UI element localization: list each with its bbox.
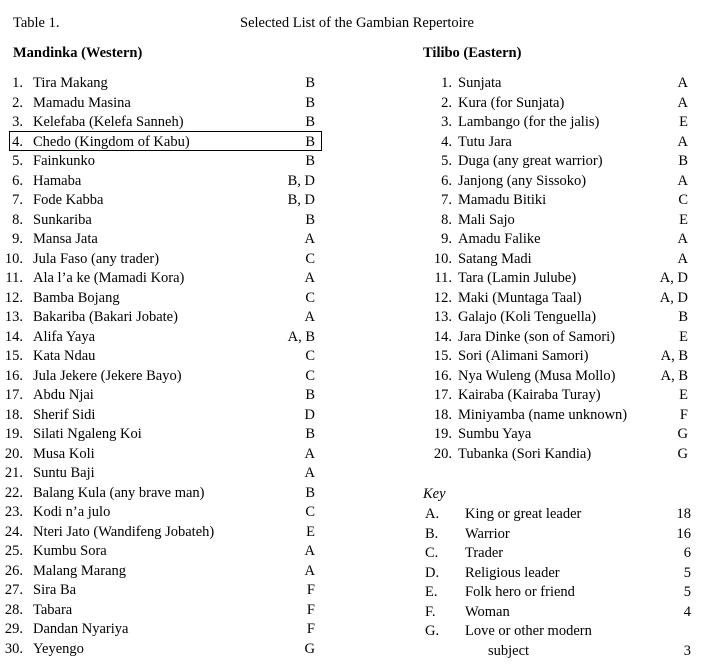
item-title: Sunkariba (33, 211, 92, 228)
key-label: Warrior (465, 525, 510, 542)
item-number: 1. (441, 75, 452, 91)
item-code: C (305, 367, 315, 384)
item-code: C (678, 192, 688, 208)
item-number: 18. (4, 406, 23, 423)
item-title: Silati Ngaleng Koi (33, 426, 142, 442)
item-title: Fode Kabba (33, 192, 104, 208)
item-code: A, B (660, 367, 688, 384)
key-label: Love or other modern (465, 623, 592, 639)
item-number: 1. (12, 75, 23, 91)
list-item (0, 211, 315, 231)
item-code: A, B (660, 348, 688, 364)
list-item (0, 425, 315, 445)
item-number: 14. (4, 328, 23, 345)
item-code: E (679, 211, 688, 228)
item-title: Bamba Bojang (33, 289, 120, 306)
key-item (425, 583, 691, 603)
item-number: 18. (433, 406, 452, 423)
item-number: 11. (434, 270, 452, 286)
item-code: B (678, 309, 688, 325)
item-number: 7. (441, 192, 452, 208)
item-title: Tabara (33, 601, 73, 618)
item-code: B (305, 153, 315, 169)
item-code: B (305, 114, 315, 130)
key-item (425, 505, 691, 525)
item-number: 12. (4, 289, 23, 306)
item-code: A (304, 562, 315, 579)
item-title: Fainkunko (33, 153, 96, 169)
item-code: B (305, 94, 315, 111)
item-title: Alifa Yaya (33, 328, 96, 345)
item-title: Mamadu Bitiki (458, 192, 547, 208)
item-title: Kairaba (Kairaba Turay) (458, 387, 601, 403)
item-number: 3. (441, 114, 452, 130)
key-item (425, 603, 691, 623)
key-letter: B. (425, 525, 439, 542)
list-item (0, 308, 315, 328)
list-item (0, 172, 315, 192)
list-item (0, 367, 315, 387)
key-letter: D. (425, 564, 440, 581)
item-code: G (304, 640, 315, 657)
list-item (0, 230, 315, 250)
list-item (420, 445, 688, 465)
western-heading: Mandinka (Western) (13, 45, 143, 61)
list-item (0, 250, 315, 270)
table-title: Selected List of the Gambian Repertoire (240, 15, 474, 31)
item-code: A (304, 270, 315, 286)
item-code: G (677, 426, 688, 442)
key-letter: C. (425, 545, 439, 561)
item-number: 22. (4, 484, 23, 501)
item-number: 4. (12, 133, 23, 150)
list-item (420, 250, 688, 270)
item-title: Mansa Jata (33, 231, 98, 247)
item-number: 15. (433, 348, 452, 364)
item-code: A, D (659, 289, 688, 306)
item-code: B (305, 426, 315, 442)
list-item (420, 191, 688, 211)
item-number: 13. (4, 309, 23, 325)
list-item (0, 386, 315, 406)
item-title: Kodi n’a julo (33, 504, 111, 520)
list-item (0, 445, 315, 465)
item-title: Jara Dinke (son of Samori) (458, 328, 616, 345)
item-title: Kumbu Sora (33, 543, 107, 559)
item-number: 21. (4, 465, 23, 481)
item-number: 19. (4, 426, 23, 442)
item-code: A, B (287, 328, 315, 345)
item-number: 20. (433, 445, 452, 462)
item-number: 28. (4, 601, 23, 618)
item-code: E (679, 328, 688, 345)
item-code: A (304, 309, 315, 325)
key-label: Religious leader (465, 564, 560, 581)
item-code: A (677, 231, 688, 247)
item-number: 11. (5, 270, 23, 286)
item-title: Jula Jekere (Jekere Bayo) (33, 367, 182, 384)
key-item (425, 622, 691, 659)
item-title: Sumbu Yaya (458, 426, 532, 442)
item-code: B (678, 153, 688, 169)
list-item (0, 581, 315, 601)
list-item (0, 328, 315, 348)
item-number: 26. (4, 562, 23, 579)
item-title: Tubanka (Sori Kandia) (458, 445, 592, 462)
list-item (0, 406, 315, 426)
item-number: 4. (441, 133, 452, 150)
list-item (420, 74, 688, 94)
list-item (0, 152, 315, 172)
key-count: 18 (676, 506, 691, 522)
item-number: 2. (12, 94, 23, 111)
item-title: Ala l’a ke (Mamadi Kora) (33, 270, 185, 286)
item-title: Kura (for Sunjata) (458, 94, 565, 111)
item-code: A (304, 543, 315, 559)
item-title: Abdu Njai (33, 387, 94, 403)
list-item (420, 152, 688, 172)
list-item (0, 640, 315, 660)
item-number: 29. (4, 621, 23, 637)
item-title: Maki (Muntaga Taal) (458, 289, 582, 306)
list-item (420, 230, 688, 250)
key-letter: F. (425, 603, 436, 620)
item-number: 23. (4, 504, 23, 520)
list-item (0, 269, 315, 289)
item-number: 9. (441, 231, 452, 247)
item-number: 6. (441, 172, 452, 189)
list-item (420, 211, 688, 231)
item-code: A, D (659, 270, 688, 286)
item-number: 24. (4, 523, 23, 540)
item-number: 8. (12, 211, 23, 228)
item-title: Dandan Nyariya (33, 621, 129, 637)
item-number: 9. (12, 231, 23, 247)
item-title: Janjong (any Sissoko) (458, 172, 587, 189)
item-code: D (304, 406, 315, 423)
item-code: B (305, 133, 315, 150)
key-count: 5 (683, 584, 691, 600)
item-number: 2. (441, 94, 452, 111)
item-code: B, D (287, 172, 315, 189)
item-title: Duga (any great warrior) (458, 153, 603, 169)
list-item (0, 464, 315, 484)
table-number: Table 1. (13, 15, 60, 31)
item-code: E (306, 523, 315, 540)
list-item (420, 328, 688, 348)
list-item (0, 523, 315, 543)
list-item (0, 347, 315, 367)
list-item (0, 562, 315, 582)
item-code: A (677, 133, 688, 150)
list-item (0, 191, 315, 211)
list-item (0, 542, 315, 562)
item-title: Lambango (for the jalis) (458, 114, 600, 130)
item-code: F (306, 601, 315, 618)
item-number: 3. (12, 114, 23, 130)
item-number: 12. (433, 289, 452, 306)
item-title: Mamadu Masina (33, 94, 131, 111)
key-count: 5 (683, 564, 691, 581)
list-item (0, 133, 315, 153)
item-code: A (304, 465, 315, 481)
list-item (420, 425, 688, 445)
item-title: Kata Ndau (33, 348, 96, 364)
list-item (420, 94, 688, 114)
item-number: 8. (441, 211, 452, 228)
item-title: Suntu Baji (33, 465, 95, 481)
item-title: Tutu Jara (458, 133, 512, 150)
key-label: Woman (465, 603, 510, 620)
item-number: 17. (4, 387, 23, 403)
item-title: Bakariba (Bakari Jobate) (33, 309, 178, 325)
item-code: G (677, 445, 688, 462)
item-code: F (306, 582, 315, 598)
item-title: Mali Sajo (458, 211, 515, 228)
item-title: Musa Koli (33, 445, 95, 462)
item-code: C (305, 289, 315, 306)
item-title: Yeyengo (33, 640, 84, 657)
item-code: C (305, 504, 315, 520)
item-code: C (305, 348, 315, 364)
key-count: 16 (676, 525, 691, 542)
item-number: 13. (433, 309, 452, 325)
item-code: B (305, 211, 315, 228)
list-item (0, 503, 315, 523)
item-code: A (677, 250, 688, 267)
item-title: Galajo (Koli Tenguella) (458, 309, 597, 325)
list-item (420, 367, 688, 387)
item-number: 16. (4, 367, 23, 384)
item-number: 5. (441, 153, 452, 169)
item-code: F (679, 406, 688, 423)
list-item (420, 172, 688, 192)
key-item (425, 564, 691, 584)
item-code: B (305, 387, 315, 403)
item-title: Balang Kula (any brave man) (33, 484, 205, 501)
item-code: E (679, 387, 688, 403)
item-title: Amadu Falike (458, 231, 541, 247)
item-title: Malang Marang (33, 562, 127, 579)
list-item (420, 133, 688, 153)
list-item (420, 289, 688, 309)
list-item (0, 289, 315, 309)
item-title: Nteri Jato (Wandifeng Jobateh) (33, 523, 215, 540)
key-count: 4 (683, 603, 691, 620)
key-heading: Key (423, 486, 446, 502)
key-letter: E. (425, 584, 438, 600)
item-code: A (677, 94, 688, 111)
item-title: Sherif Sidi (33, 406, 96, 423)
item-title: Nya Wuleng (Musa Mollo) (458, 367, 616, 384)
key-label-continued: subject (488, 642, 530, 659)
key-letter: A. (425, 506, 440, 522)
key-item (425, 525, 691, 545)
item-code: B, D (287, 192, 315, 208)
key-label: Folk hero or friend (465, 584, 575, 600)
item-title: Miniyamba (name unknown) (458, 406, 628, 423)
item-title: Satang Madi (458, 250, 532, 267)
item-number: 10. (4, 250, 23, 267)
key-label: Trader (465, 545, 504, 561)
list-item (0, 94, 315, 114)
item-number: 14. (433, 328, 452, 345)
item-code: A (677, 75, 688, 91)
item-number: 16. (433, 367, 452, 384)
item-code: A (304, 445, 315, 462)
item-number: 10. (433, 250, 452, 267)
eastern-heading: Tilibo (Eastern) (423, 45, 522, 61)
item-code: A (677, 172, 688, 189)
item-number: 27. (4, 582, 23, 598)
key-count: 3 (683, 642, 691, 659)
item-title: Sori (Alimani Samori) (458, 348, 589, 364)
item-number: 30. (4, 640, 23, 657)
item-number: 7. (12, 192, 23, 208)
item-code: C (305, 250, 315, 267)
item-number: 15. (4, 348, 23, 364)
item-number: 19. (433, 426, 452, 442)
item-number: 20. (4, 445, 23, 462)
list-item (420, 308, 688, 328)
list-item (0, 620, 315, 640)
item-code: B (305, 484, 315, 501)
list-item (420, 113, 688, 133)
item-title: Hamaba (33, 172, 82, 189)
list-item (0, 484, 315, 504)
item-title: Sira Ba (33, 582, 77, 598)
item-title: Tira Makang (33, 75, 108, 91)
key-count: 6 (683, 545, 691, 561)
item-title: Tara (Lamin Julube) (458, 270, 577, 286)
item-number: 6. (12, 172, 23, 189)
item-title: Jula Faso (any trader) (33, 250, 160, 267)
list-item (420, 406, 688, 426)
item-code: E (679, 114, 688, 130)
list-item (0, 74, 315, 94)
item-code: F (306, 621, 315, 637)
item-title: Chedo (Kingdom of Kabu) (33, 133, 190, 150)
item-code: B (305, 75, 315, 91)
item-title: Kelefaba (Kelefa Sanneh) (33, 114, 184, 130)
key-item (425, 544, 691, 564)
item-number: 25. (4, 543, 23, 559)
item-title: Sunjata (458, 75, 502, 91)
list-item (420, 347, 688, 367)
key-label: King or great leader (465, 506, 582, 522)
list-item (420, 269, 688, 289)
list-item (420, 386, 688, 406)
item-code: A (304, 231, 315, 247)
item-number: 5. (12, 153, 23, 169)
list-item (0, 113, 315, 133)
list-item (0, 601, 315, 621)
key-letter: G. (425, 623, 440, 639)
item-number: 17. (433, 387, 452, 403)
